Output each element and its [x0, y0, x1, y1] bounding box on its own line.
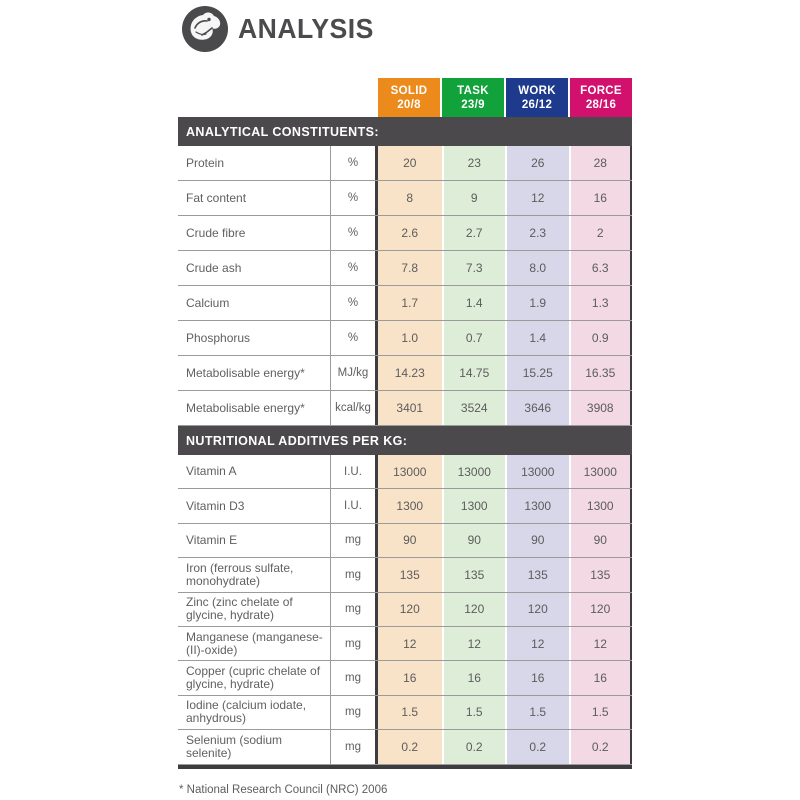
row-unit: kcal/kg: [331, 391, 378, 425]
value-cell: 0.2: [505, 730, 569, 763]
row-label: Protein: [178, 146, 331, 180]
value-cell: 120: [442, 593, 506, 626]
value-cell: 13000: [505, 455, 569, 488]
row-label: Vitamin D3: [178, 489, 331, 522]
row-label: Selenium (sodium selenite): [178, 730, 331, 763]
value-cell: 12: [442, 627, 506, 660]
value-cell: 8.0: [505, 251, 569, 285]
value-cell: 90: [505, 524, 569, 557]
value-cell: 90: [569, 524, 633, 557]
value-cell: 16.35: [569, 356, 633, 390]
value-cell: 90: [442, 524, 506, 557]
column-ratio: 26/12: [521, 98, 553, 111]
value-cell: 90: [378, 524, 442, 557]
row-label: Zinc (zinc chelate of glycine, hydrate): [178, 593, 331, 626]
value-cell: 3646: [505, 391, 569, 425]
value-cell: 0.2: [569, 730, 633, 763]
value-cell: 1.4: [442, 286, 506, 320]
value-cell: 0.9: [569, 321, 633, 355]
row-unit: I.U.: [331, 455, 378, 488]
value-cell: 26: [505, 146, 569, 180]
value-cell: 3401: [378, 391, 442, 425]
row-label: Crude ash: [178, 251, 331, 285]
value-cell: 12: [378, 627, 442, 660]
column-name: SOLID: [390, 84, 428, 97]
row-unit: mg: [331, 627, 378, 660]
row-unit: %: [331, 321, 378, 355]
value-cell: 15.25: [505, 356, 569, 390]
table-row: [178, 146, 632, 181]
table-row: [178, 524, 632, 558]
row-label: Crude fibre: [178, 216, 331, 250]
value-cell: 12: [505, 181, 569, 215]
table-row: [178, 696, 632, 730]
row-unit: %: [331, 146, 378, 180]
value-cell: 13000: [442, 455, 506, 488]
column-ratio: 23/9: [461, 98, 485, 111]
row-label: Iron (ferrous sulfate, monohydrate): [178, 558, 331, 591]
value-cell: 16: [442, 661, 506, 694]
table-row: [178, 593, 632, 627]
value-cell: 120: [569, 593, 633, 626]
row-label: Fat content: [178, 181, 331, 215]
table-row: [178, 356, 632, 391]
page-title: ANALYSIS: [238, 13, 374, 44]
row-label: Metabolisable energy*: [178, 356, 331, 390]
value-cell: 1.5: [569, 696, 633, 729]
value-cell: 0.7: [442, 321, 506, 355]
column-name: TASK: [457, 84, 489, 97]
column-name: WORK: [518, 84, 556, 97]
row-label: Copper (cupric chelate of glycine, hydrate): [178, 661, 331, 694]
row-label: Vitamin A: [178, 455, 331, 488]
value-cell: 1.9: [505, 286, 569, 320]
table-row: [178, 489, 632, 523]
value-cell: 120: [378, 593, 442, 626]
value-cell: 7.3: [442, 251, 506, 285]
value-cell: 1.4: [505, 321, 569, 355]
value-cell: 2.7: [442, 216, 506, 250]
row-unit: %: [331, 251, 378, 285]
value-cell: 1.3: [569, 286, 633, 320]
dog-head-icon: [181, 5, 229, 53]
value-cell: 1300: [505, 489, 569, 522]
column-header-work: [506, 78, 568, 117]
table-row: [178, 730, 632, 764]
table-row: [178, 321, 632, 356]
table-row: [178, 391, 632, 426]
column-ratio: 20/8: [397, 98, 421, 111]
row-label: Metabolisable energy*: [178, 391, 331, 425]
value-cell: 120: [505, 593, 569, 626]
section-heading: NUTRITIONAL ADDITIVES PER KG:: [178, 426, 632, 455]
value-cell: 135: [569, 558, 633, 591]
value-cell: 28: [569, 146, 633, 180]
value-cell: 1.5: [442, 696, 506, 729]
row-unit: mg: [331, 558, 378, 591]
value-cell: 135: [442, 558, 506, 591]
value-cell: 1.5: [378, 696, 442, 729]
value-cell: 9: [442, 181, 506, 215]
value-cell: 16: [569, 661, 633, 694]
value-cell: 0.2: [378, 730, 442, 763]
value-cell: 0.2: [442, 730, 506, 763]
value-cell: 13000: [378, 455, 442, 488]
value-cell: 1.7: [378, 286, 442, 320]
value-cell: 14.75: [442, 356, 506, 390]
table-row: [178, 558, 632, 592]
value-cell: 14.23: [378, 356, 442, 390]
column-header-force: [570, 78, 632, 117]
column-header-solid: [378, 78, 440, 117]
table-row: [178, 216, 632, 251]
product-column-headers: [378, 78, 632, 117]
value-cell: 3524: [442, 391, 506, 425]
value-cell: 3908: [569, 391, 633, 425]
row-unit: I.U.: [331, 489, 378, 522]
row-label: Vitamin E: [178, 524, 331, 557]
row-unit: %: [331, 286, 378, 320]
column-name: FORCE: [580, 84, 622, 97]
value-cell: 1300: [569, 489, 633, 522]
table-row: [178, 455, 632, 489]
value-cell: 2.3: [505, 216, 569, 250]
value-cell: 13000: [569, 455, 633, 488]
value-cell: 16: [505, 661, 569, 694]
value-cell: 16: [569, 181, 633, 215]
value-cell: 12: [505, 627, 569, 660]
value-cell: 2.6: [378, 216, 442, 250]
value-cell: 1.0: [378, 321, 442, 355]
value-cell: 2: [569, 216, 633, 250]
table-bottom-border: [178, 765, 632, 769]
table-row: [178, 661, 632, 695]
row-unit: %: [331, 181, 378, 215]
analysis-table: [178, 78, 632, 769]
value-cell: 12: [569, 627, 633, 660]
brand-header: [181, 5, 381, 53]
value-cell: 6.3: [569, 251, 633, 285]
value-cell: 135: [378, 558, 442, 591]
row-unit: MJ/kg: [331, 356, 378, 390]
row-unit: mg: [331, 524, 378, 557]
row-label: Manganese (manganese-(II)-oxide): [178, 627, 331, 660]
table-row: [178, 251, 632, 286]
table-row: [178, 286, 632, 321]
table-row: [178, 181, 632, 216]
value-cell: 135: [505, 558, 569, 591]
row-unit: %: [331, 216, 378, 250]
value-cell: 8: [378, 181, 442, 215]
row-unit: mg: [331, 696, 378, 729]
footnote: * National Research Council (NRC) 2006: [179, 784, 388, 796]
row-label: Phosphorus: [178, 321, 331, 355]
value-cell: 20: [378, 146, 442, 180]
column-ratio: 28/16: [585, 98, 617, 111]
table-row: [178, 627, 632, 661]
value-cell: 16: [378, 661, 442, 694]
row-unit: mg: [331, 593, 378, 626]
column-header-task: [442, 78, 504, 117]
row-label: Iodine (calcium iodate, anhydrous): [178, 696, 331, 729]
value-cell: 1300: [378, 489, 442, 522]
row-label: Calcium: [178, 286, 331, 320]
value-cell: 1.5: [505, 696, 569, 729]
row-unit: mg: [331, 661, 378, 694]
value-cell: 1300: [442, 489, 506, 522]
table-sections: [178, 117, 632, 765]
value-cell: 23: [442, 146, 506, 180]
section-heading: ANALYTICAL CONSTITUENTS:: [178, 117, 632, 146]
row-unit: mg: [331, 730, 378, 763]
value-cell: 7.8: [378, 251, 442, 285]
